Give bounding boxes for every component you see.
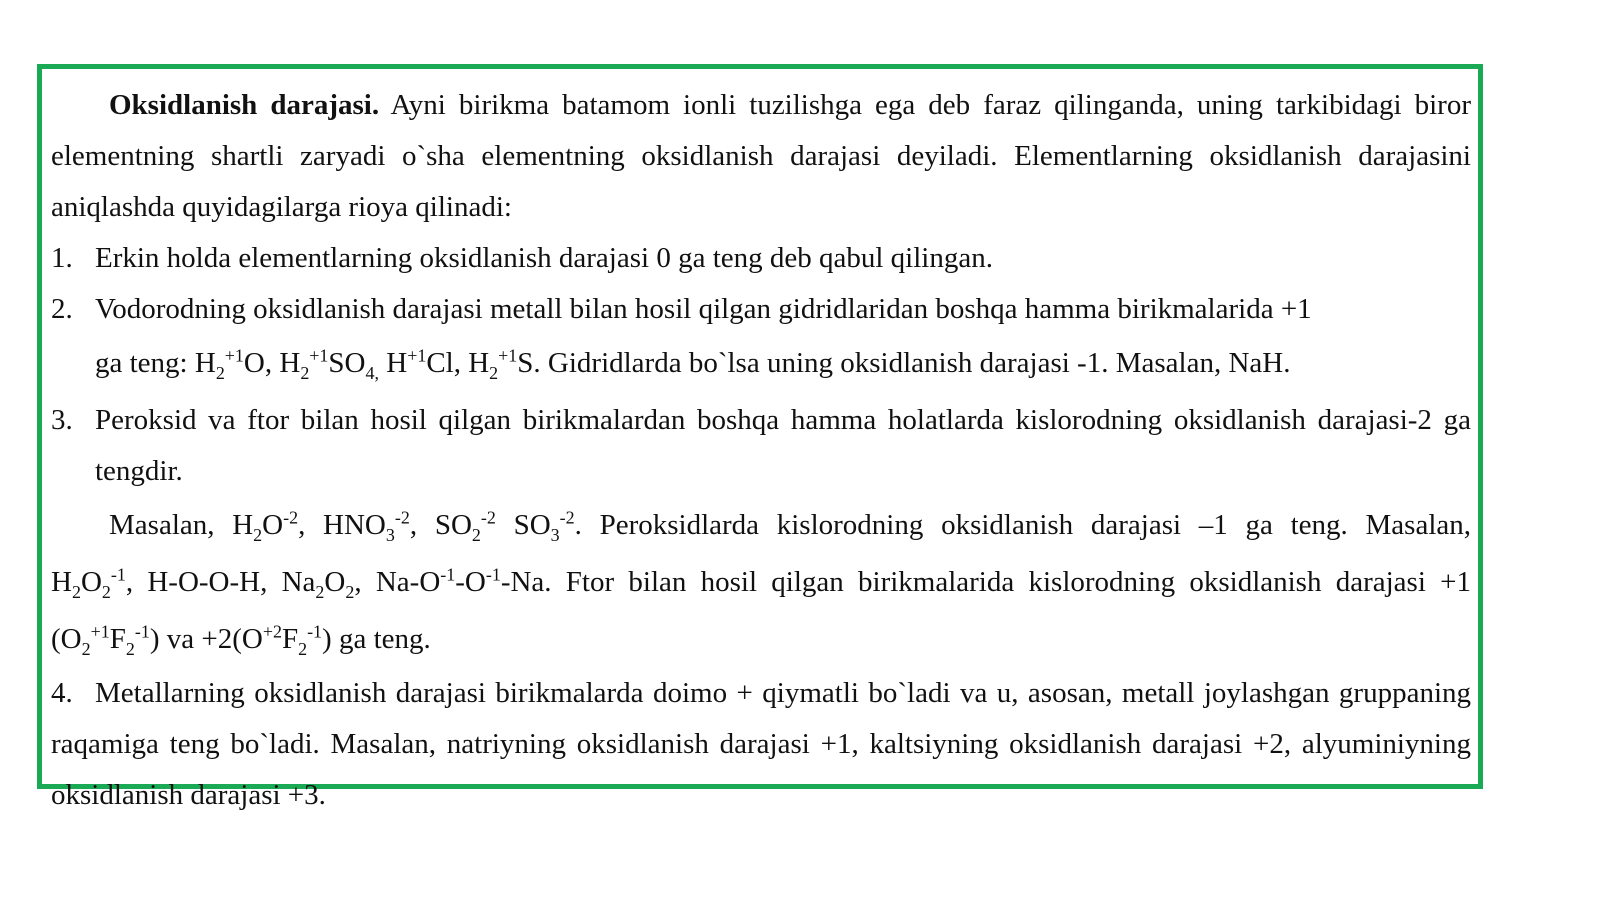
- rule-2-prefix: ga teng:: [95, 347, 195, 379]
- rule-2-continuation: [95, 335, 1471, 391]
- rule-text: Erkin holda elementlarning oksidlanish darajasi 0 ga teng deb qabul qilingan.: [95, 242, 993, 274]
- rule-3: [51, 395, 1471, 497]
- rule-number: 1.: [51, 242, 73, 274]
- rule-2-suffix: Gidridlarda bo`lsa uning oksidlanish darajasi -1. Masalan, NaH.: [540, 347, 1291, 379]
- intro-title: Oksidlanish darajasi.: [109, 89, 380, 121]
- rule-number: 4.: [51, 677, 73, 709]
- intro-text: Ayni birikma batamom ionli tuzilishga ega deb faraz qilinganda, uning tarkibidagi biror elementning shartli zaryadi o`sha elementning oksidlanish darajasi deyiladi. Elementlarning oksidlanish darajasini aniqlashda quyidagilarga rioya qilinadi:: [51, 89, 1471, 223]
- document-body: [51, 80, 1471, 821]
- rule-number: 2.: [51, 293, 73, 325]
- oxide-formulas: $H_2O^{-2}$, $HNO_3^{-2}$, $SO_2^{-2}$ $SO_3^{-2}$: [232, 507, 575, 545]
- rule-1: [51, 233, 1471, 284]
- peroxide-formulas: $H_2O_2^{-1}$, H-O-O-H, $Na_2O_2$, $Na-O^{-1}-O^{-1}-Na$: [51, 564, 545, 602]
- rule-4: [51, 668, 1471, 821]
- hydrogen-formulas: $H_2^{+1}O$, $H_2^{+1}SO_{4,}$ $H^{+1}Cl$, $H_2^{+1}S$.: [194, 345, 541, 383]
- rule-text: Peroksid va ftor bilan hosil qilgan birikmalardan boshqa hamma holatlarda kislorodning oksidlanish darajasi-2 ga tengdir.: [95, 404, 1471, 487]
- end-text: ga teng.: [331, 623, 431, 655]
- rule-2: [51, 284, 1471, 391]
- examples-paragraph: [51, 497, 1471, 668]
- rule-number: 3.: [51, 404, 73, 436]
- fluoride-formula-2: $(O^{+2}F_2^{-1})$: [232, 621, 332, 659]
- fluoride-formula-1: $(O_2^{+1}F_2^{-1})$: [51, 621, 160, 659]
- ftor-text: . Ftor bilan hosil qilgan birikmalarida kislorodning oksidlanish darajasi +1: [544, 566, 1472, 598]
- rule-text: Metallarning oksidlanish darajasi birikmalarda doimo + qiymatli bo`ladi va u, asosan, metall joylashgan gruppaning raqamiga teng bo`ladi. Masalan, natriyning oksidlanish darajasi +1, kaltsiyning oksidlanish darajasi +2, alyuminiyning oksidlanish darajasi +3.: [51, 677, 1471, 811]
- peroxide-text: . Peroksidlarda kislorodning oksidlanish darajasi –1 ga teng. Masalan,: [574, 509, 1471, 541]
- va-text: va +2: [159, 623, 233, 655]
- intro-paragraph: [51, 80, 1471, 233]
- rule-text: Vodorodning oksidlanish darajasi metall bilan hosil qilgan gidridlaridan boshqa hamma birikmalarida +1: [95, 293, 1312, 325]
- examples-lead: Masalan,: [109, 509, 233, 541]
